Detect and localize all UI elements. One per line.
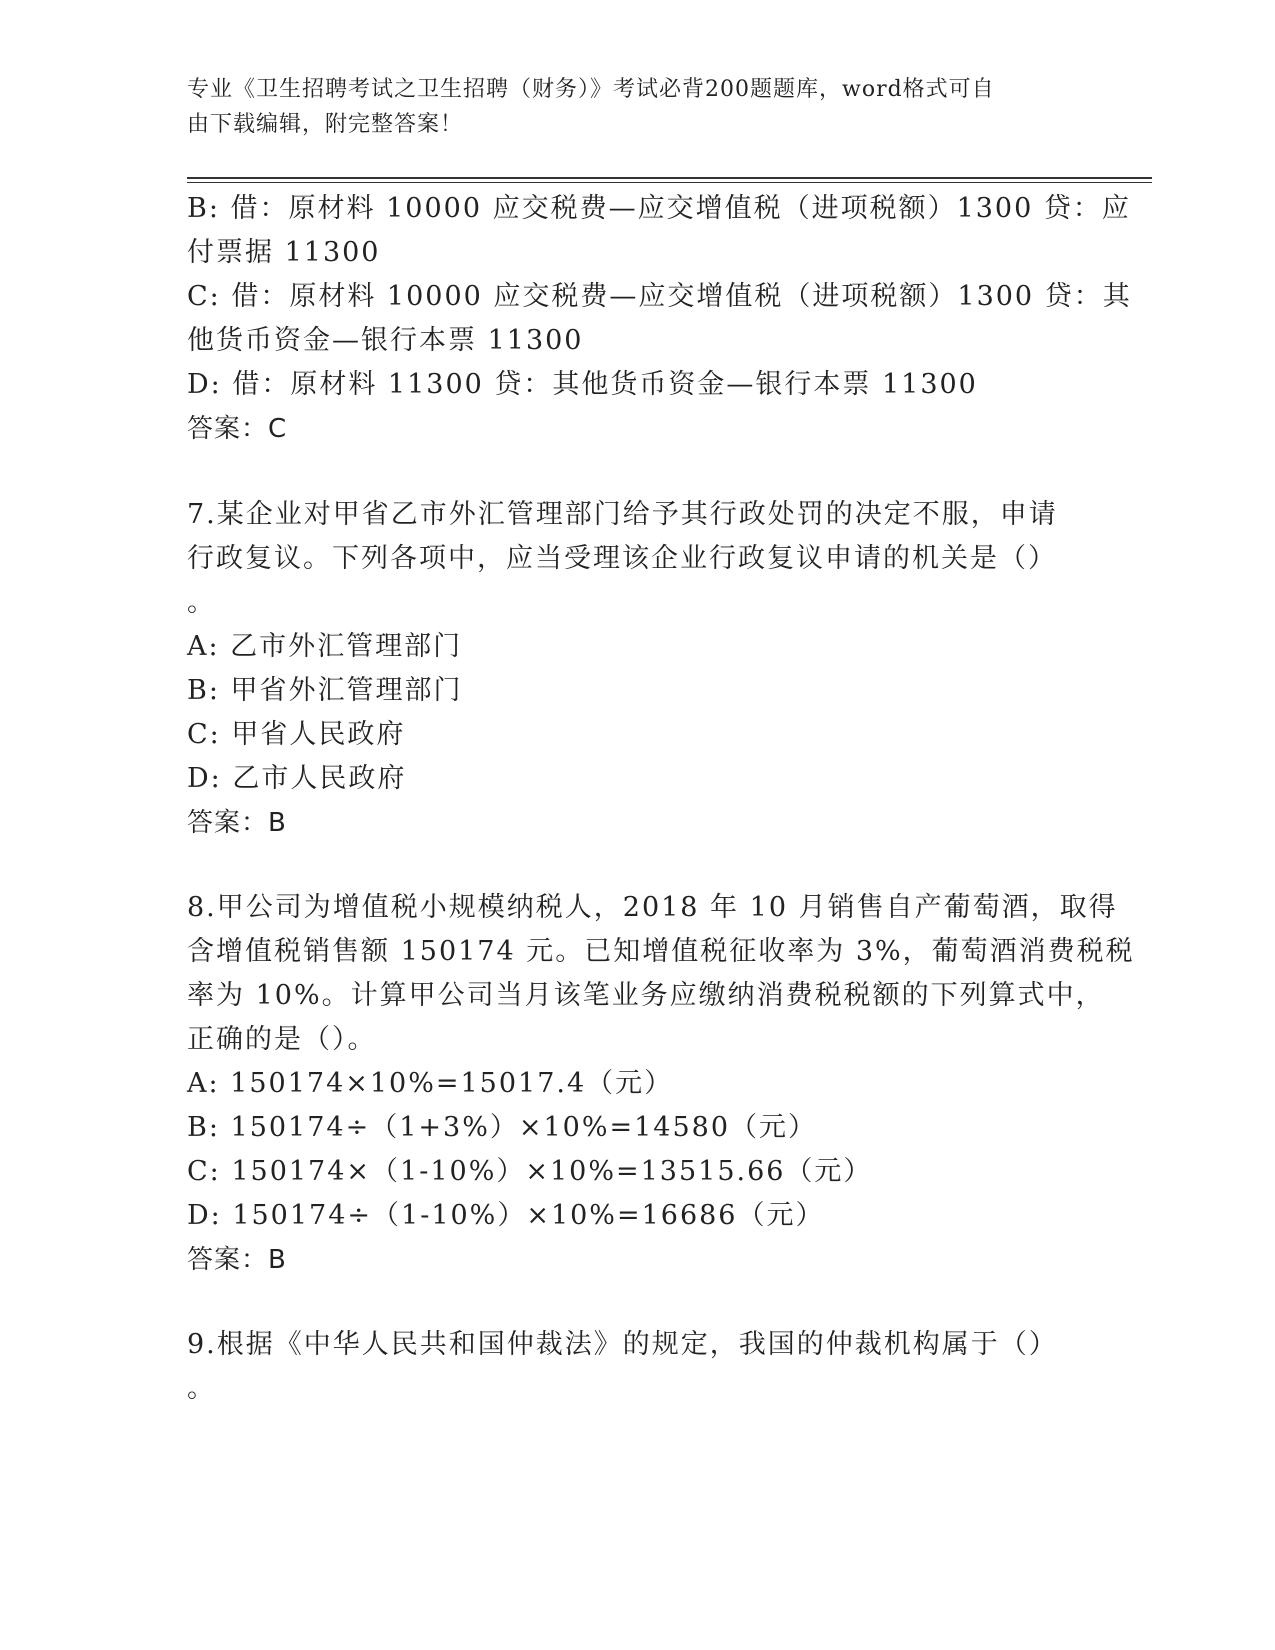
option-d: D: 乙市人民政府 <box>187 763 407 794</box>
option-c-line-1: C: 借：原材料 10000 应交税费—应交增值税（进项税额）1300 贷：其 <box>187 281 1132 312</box>
question-stem-line-1: 8.甲公司为增值税小规模纳税人，2018 年 10 月销售自产葡萄酒，取得 <box>187 892 1118 923</box>
option-c: C: 150174×（1-10%）×10%=13515.66（元） <box>187 1156 873 1187</box>
question-stem-line-2: 含增值税销售额 150174 元。已知增值税征收率为 3%，葡萄酒消费税税 <box>187 936 1135 967</box>
option-d: D: 借：原材料 11300 贷：其他货币资金—银行本票 11300 <box>187 369 978 400</box>
option-b: B: 甲省外汇管理部门 <box>187 675 463 706</box>
header-rule-thin <box>187 182 1152 183</box>
option-d: D: 150174÷（1-10%）×10%=16686（元） <box>187 1200 825 1231</box>
header-rule <box>187 177 1152 179</box>
header-line-1: 专业《卫生招聘考试之卫生招聘（财务）》考试必背200题题库，word格式可自 <box>187 77 995 102</box>
option-b-line-2: 付票据 11300 <box>187 237 381 268</box>
answer: 答案：B <box>187 808 287 838</box>
answer: 答案：B <box>187 1245 287 1275</box>
question-stem-line-2: 行政复议。下列各项中，应当受理该企业行政复议申请的机关是（） <box>187 543 1057 574</box>
answer: 答案：C <box>187 414 288 444</box>
question-stem-line-2: 。 <box>187 1373 216 1404</box>
question-stem-line-1: 9.根据《中华人民共和国仲裁法》的规定，我国的仲裁机构属于（） <box>187 1329 1058 1360</box>
option-a: A: 乙市外汇管理部门 <box>187 631 463 662</box>
document-header <box>187 72 1087 142</box>
question-stem-line-3: 率为 10%。计算甲公司当月该笔业务应缴纳消费税税额的下列算式中， <box>187 980 1105 1011</box>
option-c: C: 甲省人民政府 <box>187 719 406 750</box>
question-stem-line-4: 正确的是（）。 <box>187 1024 377 1055</box>
question-stem-line-1: 7.某企业对甲省乙市外汇管理部门给予其行政处罚的决定不服，申请 <box>187 499 1058 530</box>
option-c-line-2: 他货币资金—银行本票 11300 <box>187 325 584 356</box>
option-a: A: 150174×10%=15017.4（元） <box>187 1068 674 1099</box>
question-stem-line-3: 。 <box>187 587 216 618</box>
option-b: B: 150174÷（1+3%）×10%=14580（元） <box>187 1112 817 1143</box>
option-b-line-1: B: 借：原材料 10000 应交税费—应交增值税（进项税额）1300 贷：应 <box>187 193 1131 224</box>
header-line-2: 由下载编辑，附完整答案！ <box>187 112 464 137</box>
